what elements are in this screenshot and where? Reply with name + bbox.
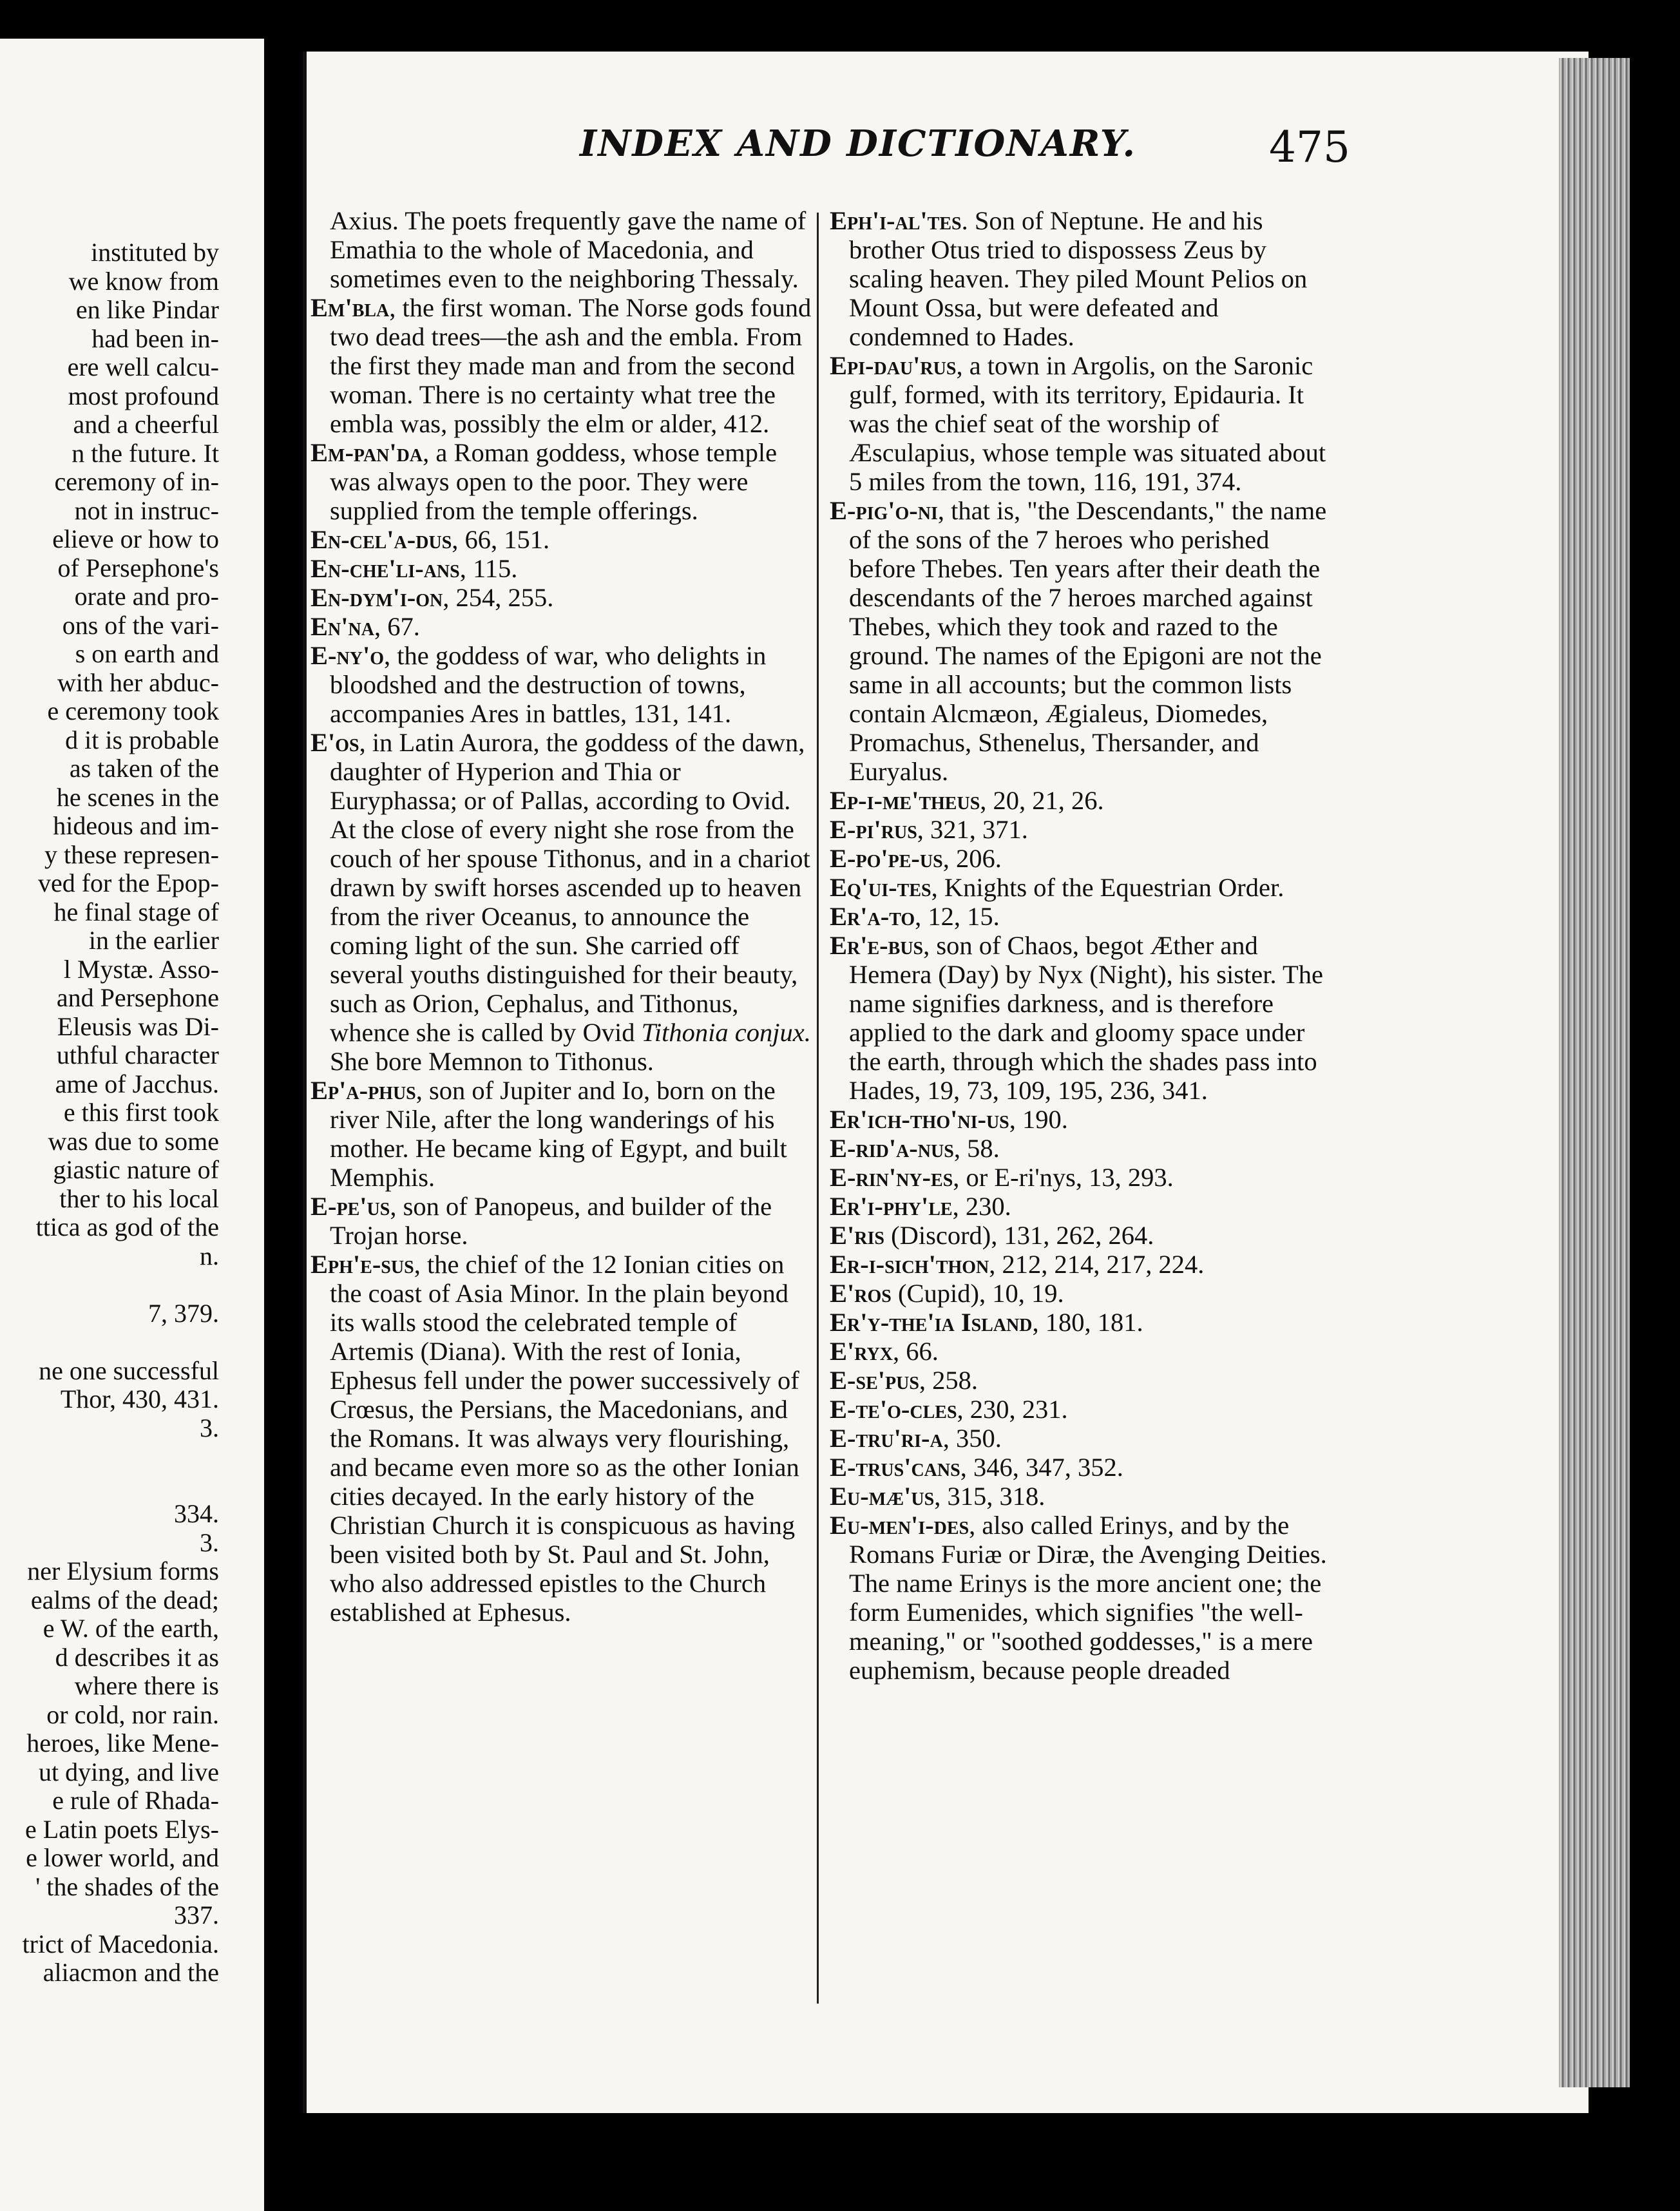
index-entry xyxy=(830,1453,1332,1482)
index-entry xyxy=(830,1192,1332,1221)
entry-headword: Eph'i-al'tes xyxy=(830,206,962,235)
entry-text: , 206. xyxy=(942,844,1002,873)
index-entry xyxy=(830,1308,1332,1337)
left-page-line: en like Pindar xyxy=(75,295,219,324)
entry-text: , 66. xyxy=(892,1337,939,1366)
entry-headword: Ep'a-phus xyxy=(310,1076,416,1105)
index-entry xyxy=(830,815,1332,844)
index-entry xyxy=(830,1221,1332,1250)
left-page-line: n. xyxy=(200,1241,219,1270)
left-page-line: d it is probable xyxy=(65,725,219,754)
left-page-line: trict of Macedonia. xyxy=(22,1929,219,1958)
left-page-line: s on earth and xyxy=(75,639,219,668)
entry-headword: E-rin'ny-es xyxy=(830,1163,953,1192)
entry-text-continued: She bore Memnon to Tithonus. xyxy=(330,1047,654,1076)
entry-text: (Discord), 131, 262, 264. xyxy=(884,1221,1154,1250)
left-page-line: Eleusis was Di- xyxy=(57,1011,219,1041)
left-page-line: and a cheerful xyxy=(73,410,219,439)
entry-headword: Eu-men'i-des xyxy=(830,1511,969,1540)
entry-text: , 321, 371. xyxy=(917,815,1028,844)
entry-text: , a town in Argolis, on the Saronic gulf, formed, with its territory, Epidauria. It was the chief seat of the worship of Æsculapius, whose temple was situated about 5 miles from the town, 116, 191, 374. xyxy=(849,351,1326,496)
entry-text: , 230. xyxy=(952,1192,1011,1221)
index-entry xyxy=(830,1511,1332,1685)
entry-headword: E-rid'a-nus xyxy=(830,1134,954,1163)
left-page-line: in the earlier xyxy=(88,926,219,955)
entry-text: , Knights of the Equestrian Order. xyxy=(931,873,1284,902)
index-entry xyxy=(830,1250,1332,1279)
left-page-line: e Latin poets Elys- xyxy=(24,1814,219,1844)
entry-text: , 12, 15. xyxy=(915,902,1000,931)
left-page-line: we know from xyxy=(68,266,219,296)
entry-headword: Eq'ui-tes xyxy=(830,873,931,902)
entry-text: , 58. xyxy=(953,1134,1000,1163)
entry-headword: En-che'li-ans xyxy=(310,554,460,583)
entry-text: , the chief of the 12 Ionian cities on the coast of Asia Minor. In the plain beyond its walls stood the celebrated temple of Artemis (Diana). With the rest of Ionia, Ephesus fell under the power successively of Crœsus, the Persians, the Macedonians, and the Romans. It was always very flourishing, and became even more so as the other Ionian cities decayed. In the early history of the Christian Church it is conspicuous as having been visited both by St. Paul and St. John, who also addressed epistles to the Church established at Ephesus. xyxy=(330,1250,799,1627)
left-page-line: was due to some xyxy=(48,1126,219,1156)
left-page-line: orate and pro- xyxy=(74,582,219,611)
entry-text: , 254, 255. xyxy=(443,583,554,612)
index-entry xyxy=(830,351,1332,496)
index-entry xyxy=(310,525,813,554)
page-edges xyxy=(1559,58,1630,2087)
left-page-line: 334. xyxy=(174,1499,219,1528)
left-page-line: of Persephone's xyxy=(57,553,219,582)
index-entry xyxy=(830,1424,1332,1453)
entry-text: (Cupid), 10, 19. xyxy=(891,1279,1064,1308)
left-page-line: not in instruc- xyxy=(74,495,219,525)
entry-text: Axius. The poets frequently gave the name of Emathia to the whole of Macedonia, and sometimes even to the neighboring Thessaly. xyxy=(330,206,807,293)
left-page-line: e this first took xyxy=(63,1098,219,1127)
index-entry xyxy=(830,1163,1332,1192)
index-entry xyxy=(310,438,813,525)
left-page-line: e ceremony took xyxy=(47,696,219,725)
entry-headword: E'ryx xyxy=(830,1337,893,1366)
entry-headword: Eu-mæ'us xyxy=(830,1482,935,1511)
entry-headword: E-te'o-cles xyxy=(830,1395,957,1424)
index-entry xyxy=(830,496,1332,786)
left-page-line: ner Elysium forms xyxy=(27,1556,219,1585)
running-head: INDEX AND DICTIONARY. xyxy=(580,122,1136,165)
entry-text: , or E-ri'nys, 13, 293. xyxy=(953,1163,1174,1192)
entry-headword: En-dym'i-on xyxy=(310,583,443,612)
left-page-line: heroes, like Mene- xyxy=(26,1728,219,1757)
index-entry xyxy=(830,844,1332,873)
index-column-1 xyxy=(310,206,813,1627)
index-entry xyxy=(310,583,813,612)
entry-headword: E-se'pus xyxy=(830,1366,919,1395)
left-page-line: giastic nature of xyxy=(53,1155,219,1184)
entry-headword: En-cel'a-dus xyxy=(310,525,452,554)
entry-headword: E-po'pe-us xyxy=(830,844,943,873)
entry-text: , the goddess of war, who delights in bloodshed and the destruction of towns, accompanies Ares in battles, 131, 141. xyxy=(330,641,767,728)
entry-headword: Er'a-to xyxy=(830,902,915,931)
left-page-line: y these represen- xyxy=(44,839,219,869)
entry-text: , son of Panopeus, and builder of the Trojan horse. xyxy=(330,1192,772,1250)
entry-text: , 180, 181. xyxy=(1032,1308,1143,1337)
left-page-line: 3. xyxy=(200,1527,219,1557)
entry-headword: En'na xyxy=(310,612,374,641)
left-page-line: hideous and im- xyxy=(53,811,219,840)
left-page-line: uthful character xyxy=(56,1040,219,1069)
index-entry xyxy=(310,728,813,1076)
entry-text: , 346, 347, 352. xyxy=(960,1453,1123,1482)
index-entry xyxy=(310,206,813,293)
entry-text: , 258. xyxy=(919,1366,978,1395)
entry-text: , son of Chaos, begot Æther and Hemera (Day) by Nyx (Night), his sister. The name signifies darkness, and is therefore applied to the dark and gloomy space under the earth, through which the shades pass into Hades, 19, 73, 109, 195, 236, 341. xyxy=(849,931,1323,1105)
entry-headword: Er-i-sich'thon xyxy=(830,1250,989,1279)
index-entry xyxy=(310,1076,813,1192)
entry-italic-text: Tithonia conjux. xyxy=(641,1018,811,1047)
left-page-line: ttica as god of the xyxy=(35,1212,219,1241)
entry-headword: Ep-i-me'theus xyxy=(830,786,980,815)
entry-text: , 230, 231. xyxy=(957,1395,1068,1424)
left-page-line: e lower world, and xyxy=(26,1843,219,1872)
index-entry xyxy=(830,1279,1332,1308)
left-page-line xyxy=(0,1442,219,1471)
left-page-line: ere well calcu- xyxy=(67,352,219,381)
left-page-line: e W. of the earth, xyxy=(43,1614,219,1643)
index-entry xyxy=(830,873,1332,902)
entry-headword: Epi-dau'rus xyxy=(830,351,957,380)
entry-headword: Er'i-phy'le xyxy=(830,1192,953,1221)
entry-headword: Eph'e-sus xyxy=(310,1250,414,1279)
left-page-line: d describes it as xyxy=(55,1642,219,1672)
left-page xyxy=(0,39,264,2211)
left-page-line: ' the shades of the xyxy=(35,1871,219,1901)
entry-headword: E-pe'us xyxy=(310,1192,390,1221)
left-page-line: had been in- xyxy=(91,323,219,353)
left-page-line: ame of Jacchus. xyxy=(55,1069,219,1098)
left-page-line: l Mystæ. Asso- xyxy=(63,954,219,984)
left-page-line: ut dying, and live xyxy=(39,1757,219,1786)
entry-text: . Son of Neptune. He and his brother Otus tried to dispossess Zeus by scaling heaven. They piled Mount Pelios on Mount Ossa, but were defeated and condemned to Hades. xyxy=(849,206,1308,351)
left-page-line xyxy=(0,1328,219,1357)
left-page-line: 7, 379. xyxy=(148,1298,219,1328)
left-page-line: n the future. It xyxy=(72,438,219,468)
entry-headword: E-ny'o xyxy=(310,641,384,670)
left-page-line: as taken of the xyxy=(69,754,219,783)
left-page-line: 337. xyxy=(174,1900,219,1929)
left-page-line: he scenes in the xyxy=(56,782,219,812)
left-page-line: instituted by xyxy=(91,238,219,267)
entry-headword: Er'ich-tho'ni-us xyxy=(830,1105,1009,1134)
index-entry xyxy=(310,641,813,728)
index-entry xyxy=(310,612,813,641)
entry-headword: Em'bla xyxy=(310,293,390,322)
entry-text: , 350. xyxy=(942,1424,1002,1453)
entry-headword: E'ros xyxy=(830,1279,892,1308)
entry-text: , 20, 21, 26. xyxy=(980,786,1104,815)
entry-headword: E'os xyxy=(310,728,359,757)
index-entry xyxy=(310,1192,813,1250)
entry-text: , 67. xyxy=(374,612,420,641)
entry-headword: E'ris xyxy=(830,1221,884,1250)
index-column-2 xyxy=(830,206,1332,1685)
left-page-line xyxy=(0,1270,219,1299)
index-entry xyxy=(830,1395,1332,1424)
entry-text: , that is, "the Descendants," the name of the sons of the 7 heroes who perished before Thebes. Ten years after their death the descendants of the 7 heroes marched against Thebes, which they took and razed to the ground. The names of the Epigoni are not the same in all accounts; but the common lists contain Alcmæon, Ægialeus, Diomedes, Promachus, Sthenelus, Thersander, and Euryalus. xyxy=(849,496,1327,786)
entry-headword: Er'e-bus xyxy=(830,931,924,960)
entry-text: , 212, 214, 217, 224. xyxy=(989,1250,1205,1279)
left-page-line: and Persephone xyxy=(56,983,219,1012)
left-page-line: with her abduc- xyxy=(57,667,219,697)
left-page-line: ne one successful xyxy=(39,1355,219,1385)
left-page-line: e rule of Rhada- xyxy=(52,1786,219,1815)
index-entry xyxy=(830,1482,1332,1511)
entry-text: , 190. xyxy=(1009,1105,1068,1134)
left-page-line: where there is xyxy=(74,1671,219,1700)
left-page-line: or cold, nor rain. xyxy=(46,1699,219,1729)
index-entry xyxy=(830,1134,1332,1163)
left-page-line: ons of the vari- xyxy=(62,610,219,640)
index-entry xyxy=(830,1337,1332,1366)
index-entry xyxy=(310,293,813,438)
entry-headword: E-pig'o-ni xyxy=(830,496,938,525)
left-page-line xyxy=(0,1471,219,1500)
left-page-line: ther to his local xyxy=(59,1183,219,1213)
entry-headword: E-trus'cans xyxy=(830,1453,960,1482)
column-divider xyxy=(817,213,819,2004)
entry-text: , 315, 318. xyxy=(934,1482,1045,1511)
left-page-line: Thor, 430, 431. xyxy=(60,1384,219,1413)
entry-headword: E-pi'rus xyxy=(830,815,917,844)
entry-headword: E-tru'ri-a xyxy=(830,1424,943,1453)
page-number: 475 xyxy=(1269,122,1350,172)
entry-text: , in Latin Aurora, the goddess of the dawn, daughter of Hyperion and Thia or Euryphassa; or of Pallas, according to Ovid. At the close of every night she rose from the couch of her spouse Tithonus, and in a chariot drawn by swift horses ascended up to heaven from the river Oceanus, to announce the coming light of the sun. She carried off several youths distinguished for their beauty, such as Orion, Cephalus, and Tithonus, whence she is called by Ovid xyxy=(330,728,810,1047)
left-page-line: he final stage of xyxy=(53,897,219,926)
entry-text: , also called Erinys, and by the Romans Furiæ or Diræ, the Avenging Deities. The name Erinys is the more ancient one; the form Eumenides, which signifies "the well-meaning," or "soothed goddesses," is a mere euphemism, because people dreaded xyxy=(849,1511,1327,1685)
entry-headword: Er'y-the'ia Island xyxy=(830,1308,1033,1337)
left-page-line: ved for the Epop- xyxy=(37,868,219,897)
index-entry xyxy=(830,902,1332,931)
entry-text: , a Roman goddess, whose temple was always open to the poor. They were supplied from the temple offerings. xyxy=(330,438,778,525)
left-page-line: elieve or how to xyxy=(52,524,219,553)
left-page-line: 3. xyxy=(200,1413,219,1442)
left-page-line: ceremony of in- xyxy=(54,467,219,496)
index-entry xyxy=(830,1366,1332,1395)
entry-text: , 66, 151. xyxy=(452,525,550,554)
index-entry xyxy=(830,786,1332,815)
entry-text: , 115. xyxy=(459,554,518,583)
left-page-line: most profound xyxy=(68,381,219,410)
index-entry xyxy=(830,931,1332,1105)
index-entry xyxy=(830,206,1332,351)
index-entry xyxy=(310,1250,813,1627)
left-page-line: aliacmon and the xyxy=(43,1958,219,1987)
entry-headword: Em-pan'da xyxy=(310,438,423,467)
left-page-line: ealms of the dead; xyxy=(30,1585,219,1614)
index-entry xyxy=(310,554,813,583)
entry-text: , the first woman. The Norse gods found two dead trees—the ash and the embla. From the first they made man and from the second woman. There is no certainty what tree the embla was, possibly the elm or alder, 412. xyxy=(330,293,812,438)
left-page-text xyxy=(0,238,219,1987)
entry-text: , son of Jupiter and Io, born on the river Nile, after the long wanderings of his mother. He became king of Egypt, and built Memphis. xyxy=(330,1076,787,1192)
index-entry xyxy=(830,1105,1332,1134)
